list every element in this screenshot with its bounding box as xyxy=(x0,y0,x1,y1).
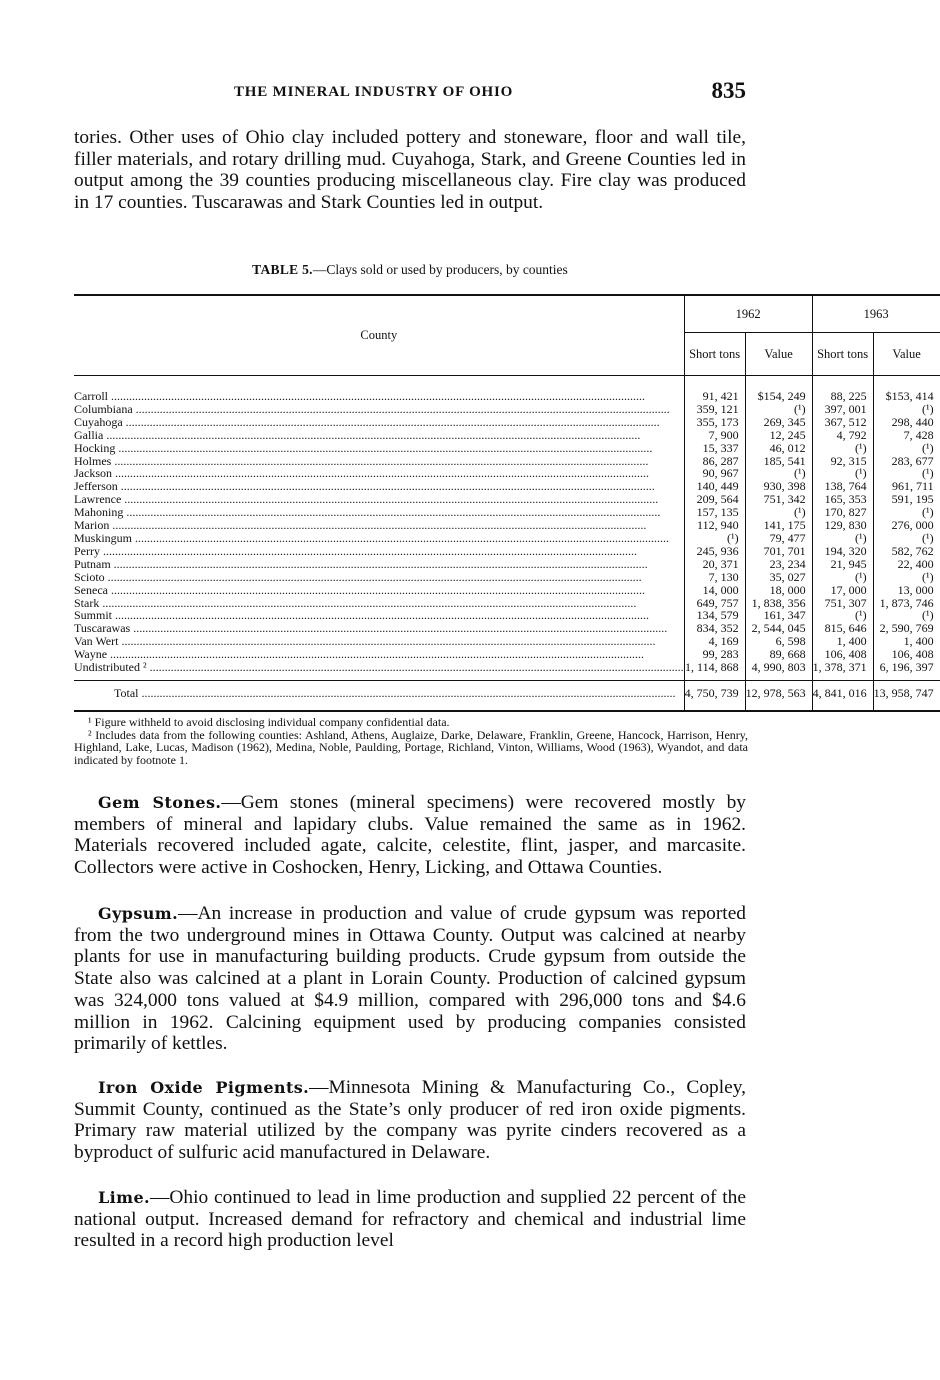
county-name: Summit ..... xyxy=(74,609,684,622)
county-cell xyxy=(74,532,684,545)
tons-1962-cell: 112, 940 xyxy=(684,519,745,532)
tons-1962-cell: 20, 371 xyxy=(684,558,745,571)
tons-1963-cell: (¹) xyxy=(812,467,873,480)
value-1963-cell: 13, 000 xyxy=(897,582,934,597)
tons-1963-cell: (¹) xyxy=(812,532,873,545)
tons-1962-cell: 157, 135 xyxy=(684,506,745,519)
value-1962-cell: 89, 668 xyxy=(745,648,812,661)
total-label: Total ..... xyxy=(74,687,684,700)
tons-1963-cell: 129, 830 xyxy=(812,519,873,532)
page-number: 835 xyxy=(711,78,746,103)
county-name: Columbiana ..... xyxy=(74,403,684,416)
tons-1963-cell: 138, 764 xyxy=(812,480,873,493)
table-row xyxy=(74,429,940,442)
section-text-gypsum: —An increase in production and value of crude gypsum was reported from the two underground mines in Ottawa County. Output was calcined at nearby plants for use in manufacturing building products. Crude gypsum from outside the State also was calcined at a plant in Lorain County. Production of calcined gypsum was 324,000 tons valued at $4.9 million, compared with 296,000 tons and $4.6 million in 1962. Calcining equipment used by producing companies consisted primarily of kettles. xyxy=(74,903,746,1055)
value-1963-cell: 591, 195 xyxy=(891,492,934,507)
value-1962-cell: 35, 027 xyxy=(745,571,812,584)
subheader-value-1963: Value xyxy=(873,333,940,376)
tons-1963-cell: 751, 307 xyxy=(812,597,873,610)
tons-1962-cell: 355, 173 xyxy=(684,416,745,429)
value-1962-cell: 751, 342 xyxy=(745,493,812,506)
tons-1963-cell: 21, 945 xyxy=(812,558,873,571)
section-heading-lime: Lime. xyxy=(98,1188,151,1207)
table-body xyxy=(74,376,940,681)
tons-1963-cell: (¹) xyxy=(812,609,873,622)
value-1962-cell: 46, 012 xyxy=(745,442,812,455)
total-tons-1962: 4, 750, 739 xyxy=(684,680,745,710)
table-caption: —Clays sold or used by producers, by counties xyxy=(312,262,568,277)
tons-1962-cell: 7, 130 xyxy=(684,571,745,584)
county-cell xyxy=(74,376,684,403)
tons-1963-cell: 165, 353 xyxy=(812,493,873,506)
value-1962-cell: 269, 345 xyxy=(745,416,812,429)
county-cell xyxy=(74,571,684,584)
table-number: TABLE 5. xyxy=(252,262,313,277)
year-header-1963: 1963 xyxy=(812,295,940,333)
tons-1963-cell: 106, 408 xyxy=(812,648,873,661)
total-label-cell xyxy=(74,680,684,710)
table-row xyxy=(74,416,940,429)
tons-1962-cell: 649, 757 xyxy=(684,597,745,610)
tons-1963-cell: 17, 000 xyxy=(812,584,873,597)
tons-1962-cell: 86, 287 xyxy=(684,455,745,468)
table-title xyxy=(74,262,746,278)
footnote-1: ¹ Figure withheld to avoid disclosing individual company confidential data. xyxy=(88,715,450,729)
county-name: Putnam ..... xyxy=(74,558,684,571)
value-1962-cell: 141, 175 xyxy=(745,519,812,532)
value-1962-cell: 12, 245 xyxy=(745,429,812,442)
tons-1963-cell: 92, 315 xyxy=(812,455,873,468)
value-1963-cell: (¹) xyxy=(922,530,934,545)
table-row xyxy=(74,558,940,571)
value-1962-cell: 6, 598 xyxy=(745,635,812,648)
value-1963-cell: 298, 440 xyxy=(891,414,934,429)
tons-1963-cell: (¹) xyxy=(812,571,873,584)
tons-1962-cell: 91, 421 xyxy=(684,376,745,403)
tons-1962-cell: 14, 000 xyxy=(684,584,745,597)
county-name: Seneca ..... xyxy=(74,584,684,597)
value-1963-cell: (¹) xyxy=(922,401,934,416)
tons-1963-cell: 194, 320 xyxy=(812,545,873,558)
table-row xyxy=(74,532,940,545)
value-1963-cell: (¹) xyxy=(922,466,934,481)
county-name: Gallia ..... xyxy=(74,429,684,442)
county-name: Perry ..... xyxy=(74,545,684,558)
tons-1962-cell: 209, 564 xyxy=(684,493,745,506)
table-row xyxy=(74,442,940,455)
tons-1962-cell: 834, 352 xyxy=(684,622,745,635)
value-1962-cell: 930, 398 xyxy=(745,480,812,493)
county-name: Marion ..... xyxy=(74,519,684,532)
section-iron-oxide-pigments xyxy=(74,1077,746,1164)
value-1963-cell: (¹) xyxy=(922,440,934,455)
tons-1962-cell: 359, 121 xyxy=(684,403,745,416)
county-cell xyxy=(74,429,684,442)
county-cell xyxy=(74,403,684,416)
value-1962-cell: 1, 838, 356 xyxy=(745,597,812,610)
table-row xyxy=(74,571,940,584)
tons-1962-cell: 140, 449 xyxy=(684,480,745,493)
county-name: Muskingum ..... xyxy=(74,532,684,545)
tons-1963-cell: 88, 225 xyxy=(812,376,873,403)
tons-1963-cell: 1, 378, 371 xyxy=(812,661,873,680)
county-cell xyxy=(74,442,684,455)
value-1962-cell: 79, 477 xyxy=(745,532,812,545)
county-cell xyxy=(74,584,684,597)
tons-1963-cell: (¹) xyxy=(812,442,873,455)
county-name: Hocking ..... xyxy=(74,442,684,455)
value-1963-cell: 6, 196, 397 xyxy=(879,660,934,675)
value-1963-cell: 1, 873, 746 xyxy=(879,595,934,610)
tons-1962-cell: 1, 114, 868 xyxy=(684,661,745,680)
value-1963-cell: 961, 711 xyxy=(892,479,934,494)
value-1963-cell: 283, 677 xyxy=(891,453,934,468)
value-1962-cell: (¹) xyxy=(745,506,812,519)
subheader-short-tons-1962: Short tons xyxy=(684,333,745,376)
value-1963-cell: (¹) xyxy=(922,505,934,520)
county-name: Holmes ..... xyxy=(74,455,684,468)
section-text-iron-oxide: —Minnesota Mining & Manufacturing Co., Copley, Summit County, continued as the State’s only producer of red iron oxide pigments. Primary raw material utilized by the company was pyrite cinders recovered as a byproduct of sulfuric acid manufactured in Delaware. xyxy=(74,1077,747,1164)
tons-1963-cell: 367, 512 xyxy=(812,416,873,429)
county-name: Mahoning ..... xyxy=(74,506,684,519)
tons-1962-cell: 4, 169 xyxy=(684,635,745,648)
tons-1963-cell: 4, 792 xyxy=(812,429,873,442)
value-1963-cell: 22, 400 xyxy=(897,556,934,571)
value-1962-cell: 2, 544, 045 xyxy=(745,622,812,635)
county-column-header: County xyxy=(74,295,684,376)
value-1962-cell: 185, 541 xyxy=(745,455,812,468)
value-1962-cell: 18, 000 xyxy=(745,584,812,597)
section-gypsum xyxy=(74,903,746,1055)
value-1962-cell: 23, 234 xyxy=(745,558,812,571)
section-text-lime: —Ohio continued to lead in lime production and supplied 22 percent of the national output. Increased demand for refractory and chemical and industrial lime resulted in a record high production level xyxy=(74,1187,746,1252)
tons-1962-cell: 134, 579 xyxy=(684,609,745,622)
tons-1963-cell: 170, 827 xyxy=(812,506,873,519)
county-name: Stark ..... xyxy=(74,597,684,610)
tons-1962-cell: 7, 900 xyxy=(684,429,745,442)
total-value-1962: 12, 978, 563 xyxy=(745,680,812,710)
section-lime xyxy=(74,1187,746,1252)
footnote-2: ² Includes data from the following counties: Ashland, Athens, Auglaize, Darke, Delaware, Franklin, Greene, Hancock, Harrison, Henry, Highland, Lake, Lucas, Madison (1962), Medina, Noble, Paulding, Portage, Richland, Vinton, Williams, Wood (1963), Wyandot, and data indicated by footnote 1. xyxy=(74,727,748,767)
tons-1963-cell: 1, 400 xyxy=(812,635,873,648)
table-row xyxy=(74,584,940,597)
section-gem-stones xyxy=(74,792,746,879)
county-name: Carroll ..... xyxy=(74,390,684,403)
value-1963-cell: 276, 000 xyxy=(891,518,934,533)
table-row xyxy=(74,661,940,680)
running-title: THE MINERAL INDUSTRY OF OHIO xyxy=(234,84,514,100)
county-cell xyxy=(74,558,684,571)
running-header xyxy=(74,78,746,108)
value-1963-cell: (¹) xyxy=(922,608,934,623)
table-row xyxy=(74,376,940,403)
value-1962-cell: (¹) xyxy=(745,403,812,416)
section-heading-iron-oxide: Iron Oxide Pigments. xyxy=(98,1078,310,1097)
value-1963-cell: 582, 762 xyxy=(891,543,934,558)
county-cell xyxy=(74,661,684,680)
value-1963-cell: 7, 428 xyxy=(903,427,934,442)
clays-table xyxy=(74,294,940,712)
county-name: Jefferson ..... xyxy=(74,480,684,493)
table-row xyxy=(74,545,940,558)
subheader-short-tons-1963: Short tons xyxy=(812,333,873,376)
tons-1962-cell: 245, 936 xyxy=(684,545,745,558)
county-name: Undistributed ² ..... xyxy=(74,661,684,674)
value-1963-cell: (¹) xyxy=(922,569,934,584)
county-name: Tuscarawas ..... xyxy=(74,622,684,635)
tons-1962-cell: 90, 967 xyxy=(684,467,745,480)
value-1962-cell: 161, 347 xyxy=(745,609,812,622)
section-heading-gypsum: Gypsum. xyxy=(98,904,179,923)
total-row xyxy=(74,680,940,710)
intro-paragraph: tories. Other uses of Ohio clay included pottery and stoneware, floor and wall tile, filler materials, and rotary drilling mud. Cuyahoga, Stark, and Greene Counties led in output among the 39 counties producing miscellaneous clay. Fire clay was produced in 17 counties. Tuscarawas and Stark Counties led in output. xyxy=(74,127,746,214)
year-header-1962: 1962 xyxy=(684,295,812,333)
value-1963-cell: 106, 408 xyxy=(891,647,934,662)
tons-1963-cell: 815, 646 xyxy=(812,622,873,635)
county-name: Van Wert ..... xyxy=(74,635,684,648)
value-1962-cell: 4, 990, 803 xyxy=(745,661,812,680)
county-name: Jackson ..... xyxy=(74,467,684,480)
county-name: Scioto ..... xyxy=(74,571,684,584)
tons-1962-cell: (¹) xyxy=(684,532,745,545)
county-name: Cuyahoga ..... xyxy=(74,416,684,429)
value-1962-cell: (¹) xyxy=(745,467,812,480)
value-1963-cell: 2, 590, 769 xyxy=(879,621,934,636)
value-1962-cell: 701, 701 xyxy=(745,545,812,558)
total-tons-1963: 4, 841, 016 xyxy=(812,680,873,710)
value-1962-cell: $154, 249 xyxy=(745,376,812,403)
tons-1962-cell: 15, 337 xyxy=(684,442,745,455)
county-name: Wayne ..... xyxy=(74,648,684,661)
subheader-value-1962: Value xyxy=(745,333,812,376)
county-cell xyxy=(74,416,684,429)
value-1963-cell: $153, 414 xyxy=(885,389,934,403)
table-footnotes xyxy=(74,716,748,766)
county-cell xyxy=(74,545,684,558)
tons-1963-cell: 397, 001 xyxy=(812,403,873,416)
county-name: Lawrence ..... xyxy=(74,493,684,506)
section-heading-gem-stones: Gem Stones. xyxy=(98,793,222,812)
table-row xyxy=(74,403,940,416)
tons-1962-cell: 99, 283 xyxy=(684,648,745,661)
value-1963-cell: 1, 400 xyxy=(903,634,934,649)
section-text-gem-stones: —Gem stones (mineral specimens) were recovered mostly by members of mineral and lapidary clubs. Value remained the same as in 1962. Materials recovered included agate, calcite, celestite, flint, jasper, and marcasite. Collectors were active in Coshocken, Henry, Licking, and Ottawa Counties. xyxy=(74,792,746,879)
total-value-1963: 13, 958, 747 xyxy=(873,680,940,710)
